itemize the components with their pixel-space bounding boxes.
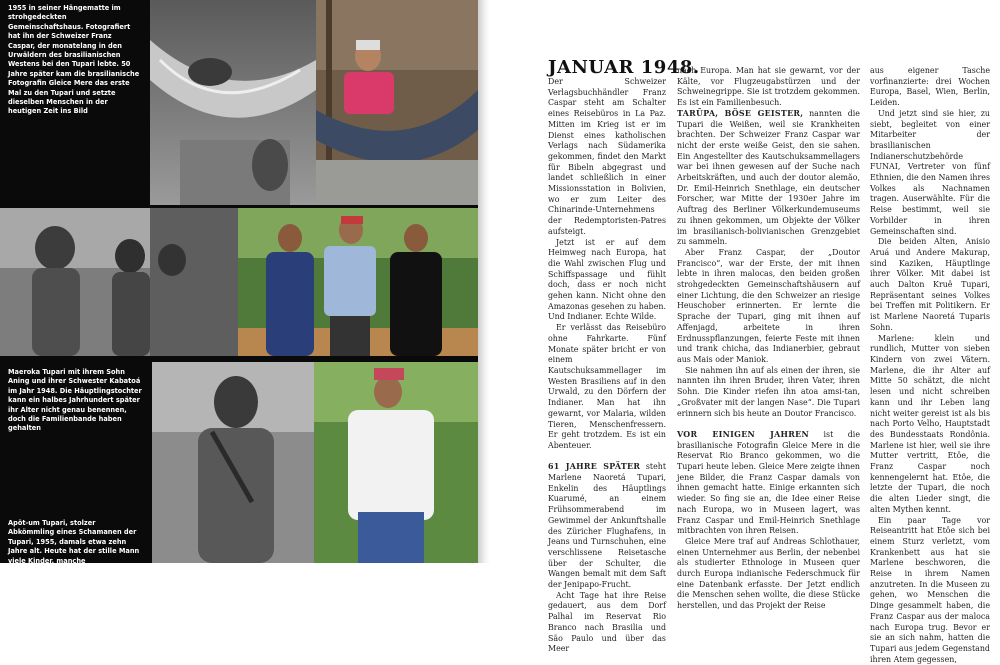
paragraph: Jetzt ist er auf dem Heimweg nach Europa, hat die Wahl zwischen Flug und Schiffspassage und fühlt doch, dass er noch nicht gehen kann. Nicht ohne den Amazonas gesehen zu haben. Und Indianer. Echte Wilde. <box>548 237 666 322</box>
paragraph <box>677 109 860 248</box>
paragraph: Die beiden Alten, Anisio Aruá und Andere Makurap, sind Kaziken, Häuptlinge ihrer Völker. Mit dabei ist auch Dalton Kruê Tupari, Repräsentant seines Volkes bei Treffen mit Politikern. Er ist Marlene Naoretá Tuparis Sohn. <box>870 237 990 332</box>
photo-page <box>0 0 478 563</box>
paragraph <box>548 462 666 590</box>
photo-hammock-today <box>316 0 478 205</box>
section-lead: VOR EINIGEN JAHREN <box>677 429 809 439</box>
paragraph: nach Europa. Man hat sie gewarnt, vor der Kälte, vor Flugzeugabstürzen und der Schweinegrippe. Sie ist trotzdem gekommen. Es ist ein Familienbesuch. <box>677 66 860 108</box>
paragraph: Marlene: klein und rundlich, Mutter von sieben Kindern von zwei Vätern. Marlene, die ihr Alter auf Mitte 50 schätzt, die nicht lesen und nicht schreiben kann und ihr Leben lang nicht weiter gereist ist als bis nach Porto Velho, Hauptstadt des Bundesstaats Rondônia. Marlene ist hier, weil sie ihre Mutter vertritt, Etôe, die Franz Caspar noch kennengelernt hat. Etôe, die letzte der Tupari, die noch die alten Lieder singt, die alten Mythen kennt. <box>870 333 990 514</box>
paragraph-text: steht Marlene Naoretá Tupari, Enkelin des Häuptlings Kuarumé, an einem Frühsommerabend im Gewimmel der Ankunftshalle des Züricher Flughafens, in Jeans und Turnschuhen, eine verschlissene Reisetasche über der Schulter, die Wangen bemalt mit dem Saft der Jenipapo-Frucht. <box>548 462 666 590</box>
paragraph: Ein paar Tage vor Reiseantritt hat Etôe sich bei einem Sturz verletzt, vom Krankenbett aus hat sie Marlene beschworen, die Reise in ihrem Namen anzutreten. In die Museen zu gehen, wo Menschen die Dinge gesammelt haben, die Franz Caspar aus der maloca nach Europa trug. Bevor er sie an sich nahm, hatten die Tupari aus jedem Gegenstand ihren Atem gegessen, <box>870 515 990 664</box>
caption-middle-text: Maeroka Tupari mit ihrem Sohn Aning und ihrer Schwester Kabatoá im Jahr 1948. Die Häuptlingstochter kann ein halbes Jahrhundert später ihr Alter nicht genau benennen, doch die Familienbande haben gehalten <box>8 368 142 433</box>
article-headline: JANUAR 1948. <box>548 57 700 78</box>
paragraph-text: ist die brasilianische Fotografin Gleice Mere in die Reservat Rio Branco gekommen, wo die Tupari heute leben. Gleice Mere zeigte ihnen jene Bilder, die Franz Caspar damals von ihnen gemacht hatte. Einige erkannten sich wieder. So fing sie an, die Idee einer Reise nach Europa, wo in Museen lagert, was Franz Caspar und Emil-Heinrich Snethlage mitbrachten von ihren Reisen. <box>677 429 860 536</box>
section-lead: TARŨPA, BÖSE GEISTER, <box>677 108 804 118</box>
article-page <box>490 0 1000 664</box>
paragraph: Acht Tage hat ihre Reise gedauert, aus dem Dorf Palhal im Reservat Rio Branco nach Brasilia und São Paulo und über das Meer <box>548 590 666 654</box>
caption-top <box>8 4 140 117</box>
caption-bottom-text: Apöt-um Tupari, stolzer Abkömmling eines Schamanen der Tupari, 1955, damals etwa zehn Jahre alt. Heute hat der stille Mann viele Kinder, manche <box>8 519 140 565</box>
paragraph: Und jetzt sind sie hier, zu siebt, begleitet von einer Mitarbeiter der brasilianischen Indianerschutzbehörde FUNAI, Vertreter von fünf Ethnien, die den Namen ihres Volkes als Nachnamen tragen. Auserwählte. Für die Reise bestimmt, weil sie Vorbilder in ihren Gemeinschaften sind. <box>870 108 990 236</box>
paragraph: aus eigener Tasche vorfinanzierte: drei Wochen Europa, Basel, Wien, Berlin, Leiden. <box>870 66 990 108</box>
paragraph: Der Schweizer Verlagsbuchhändler Franz Caspar steht am Schalter eines Reisebüros in La Paz. Mitten im Krieg ist er im Dienst eines katholischen Verlags nach Südamerika gekommen, findet den Markt für Bibeln abgegrast und landet schließlich in einer Missionsstation in Bolivien, wo er zum Leiter des Chinarinde-Unternehmens der Redemptoristen-Patres aufsteigt. <box>548 77 666 236</box>
paragraph: Sie nahmen ihn auf als einen der ihren, sie nannten ihn ihren Bruder, ihren Vater, ihren Sohn. Die Kinder riefen ihn atoa amsi-tan, „Großvater mit der langen Nase“. Die Tupari erinnern sich bis heute an Doutor Francisco. <box>677 365 860 418</box>
paragraph: Aber Franz Caspar, der „Doutor Francisco“, war der Erste, der mit ihnen lebte in ihren malocas, den beiden großen strohgedeckten Gemeinschaftshäusern auf einer Lichtung, die den Schweizer an riesige Heuschober erinnerten. Er lernte die Sprache der Tupari, ging mit ihnen auf Affenjagd, arbeitete in ihren Erdnusspflanzungen, feierte Feste mit ihnen und trank chicha, das Indianerbier, gebraut aus Mais oder Maniok. <box>677 247 860 364</box>
article-column-3 <box>870 66 990 665</box>
article-column-1 <box>548 77 666 655</box>
caption-bottom <box>8 519 143 566</box>
photo-boy-1955 <box>152 362 314 563</box>
photo-women-1948 <box>0 208 238 356</box>
photo-hammock-1955 <box>150 0 316 205</box>
article-column-2 <box>677 66 860 612</box>
paragraph: Er verlässt das Reisebüro ohne Fahrkarte. Fünf Monate später bricht er von einem Kautschuksammellager im Westen Brasiliens auf in den Urwald, zu den Dörfern der Indianer. Man hat ihn gewarnt, vor Malaria, wilden Tieren, Menschenfressern. Er geht trotzdem. Es ist ein Abenteuer. <box>548 323 666 450</box>
paragraph-text: nannten die Tupari die Weißen, weil sie Krankheiten brachten. Der Schweizer Franz Caspar war nicht der erste weiße Geist, den sie sahen. Ein Angestellter des Kautschuksammellagers war bei ihnen gewesen auf der Suche nach Arbeitskräften, und auch der doutor alemão, Dr. Emil-Heinrich Snethlage, ein deutscher Forscher, war Mitte der 1930er Jahre im Auftrag des Berliner Völkerkundemuseums zu ihnen gekommen, um Objekte der Völker im brasilianisch-bolivianischen Grenzgebiet zu sammeln. <box>677 108 860 247</box>
paragraph: Gleice Mere traf auf Andreas Schlothauer, einen Unternehmer aus Berlin, der nebenbei als studierter Ethnologe in Museen quer durch Europa indianische Federschmuck für eine Datenbank erfasste. Der Jetzt endlich die Menschen sehen wollte, die diese Stücke herstellen, und das Projekt der Reise <box>677 536 860 611</box>
section-lead: 61 JAHRE SPÄTER <box>548 462 641 472</box>
caption-top-text: 1955 in seiner Hängematte im strohgedeckten Gemeinschaftshaus. Fotografiert hat ihn der Schweizer Franz Caspar, der monatelang in den Urwäldern des brasilianischen Westens bei den Tupari lebte. 50 Jahre später kam die brasilianische Fotografin Gleice Mere das erste Mal zu den Tupari und setzte dieselben Menschen in der heutigen Zeit ins Bild <box>8 4 140 116</box>
photo-man-today <box>314 362 478 563</box>
paragraph <box>677 430 860 537</box>
page-gutter <box>478 0 490 563</box>
photo-women-today <box>238 208 478 356</box>
caption-middle <box>8 368 143 434</box>
